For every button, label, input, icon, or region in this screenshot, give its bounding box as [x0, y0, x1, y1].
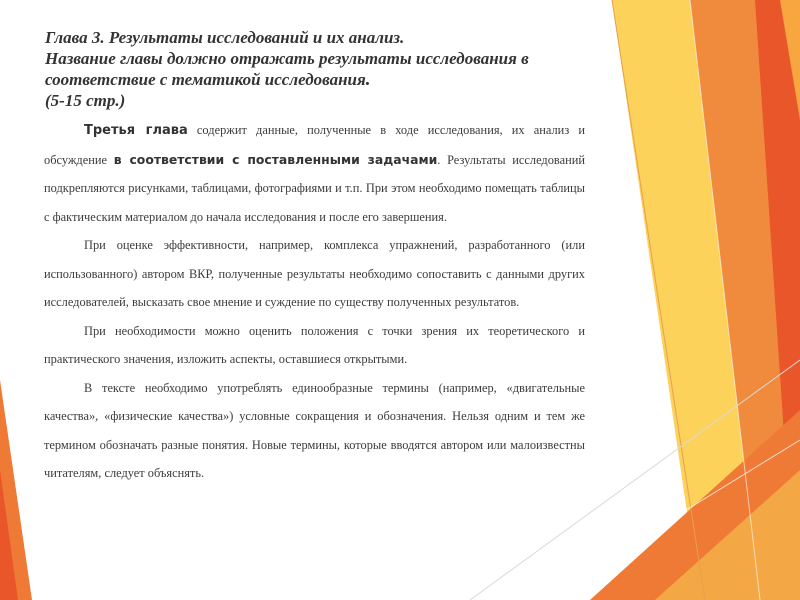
- paragraph-2: При оценке эффективности, например, комплекса упражнений, разработанного (или использованного) автором ВКР, полученные результаты необходимо сопоставить с данными других исследователей, высказать свое мнение и суждение по существу полученных результатов.: [44, 238, 585, 309]
- paragraph-1: [44, 116, 585, 231]
- title-line-3-text: соответствие с тематикой исследования: [45, 70, 366, 89]
- paragraph-4: В тексте необходимо употреблять единообразные термины (например, «двигательные качества», «физические качества») условные сокращения и обозначения. Нельзя одним и тем же термином обозначать разные понятия. Новые термины, которые вводятся автором или малоизвестны читателям, следует объяснять.: [44, 380, 585, 480]
- paragraph-1-text-a: содержит данные, полученные в ходе исследования, их анализ и обсуждение: [44, 123, 585, 167]
- paragraph-3: При необходимости можно оценить положения с точки зрения их теоретического и практического значения, изложить аспекты, оставшиеся открытыми.: [44, 323, 585, 366]
- body-text: [44, 116, 585, 488]
- title-line-3: [45, 69, 635, 90]
- title-line-2: Название главы должно отражать результаты исследования в: [45, 49, 529, 68]
- paragraph-1-text-b: . Результаты исследований подкрепляются рисунками, таблицами, фотографиями и т.п. При этом необходимо помещать таблицы с фактическим материалом до начала исследования и после его завершения.: [44, 152, 586, 224]
- lead-strong: Третья глава: [84, 123, 188, 138]
- title-line-3-dot: .: [365, 69, 371, 90]
- title-line-4: (5-15 стр.): [45, 91, 126, 110]
- slide-title: [45, 27, 635, 111]
- title-line-1: Глава 3. Результаты исследований и их анализ.: [45, 28, 405, 47]
- bold-phrase: в соответствии с поставленными задачами: [113, 151, 438, 167]
